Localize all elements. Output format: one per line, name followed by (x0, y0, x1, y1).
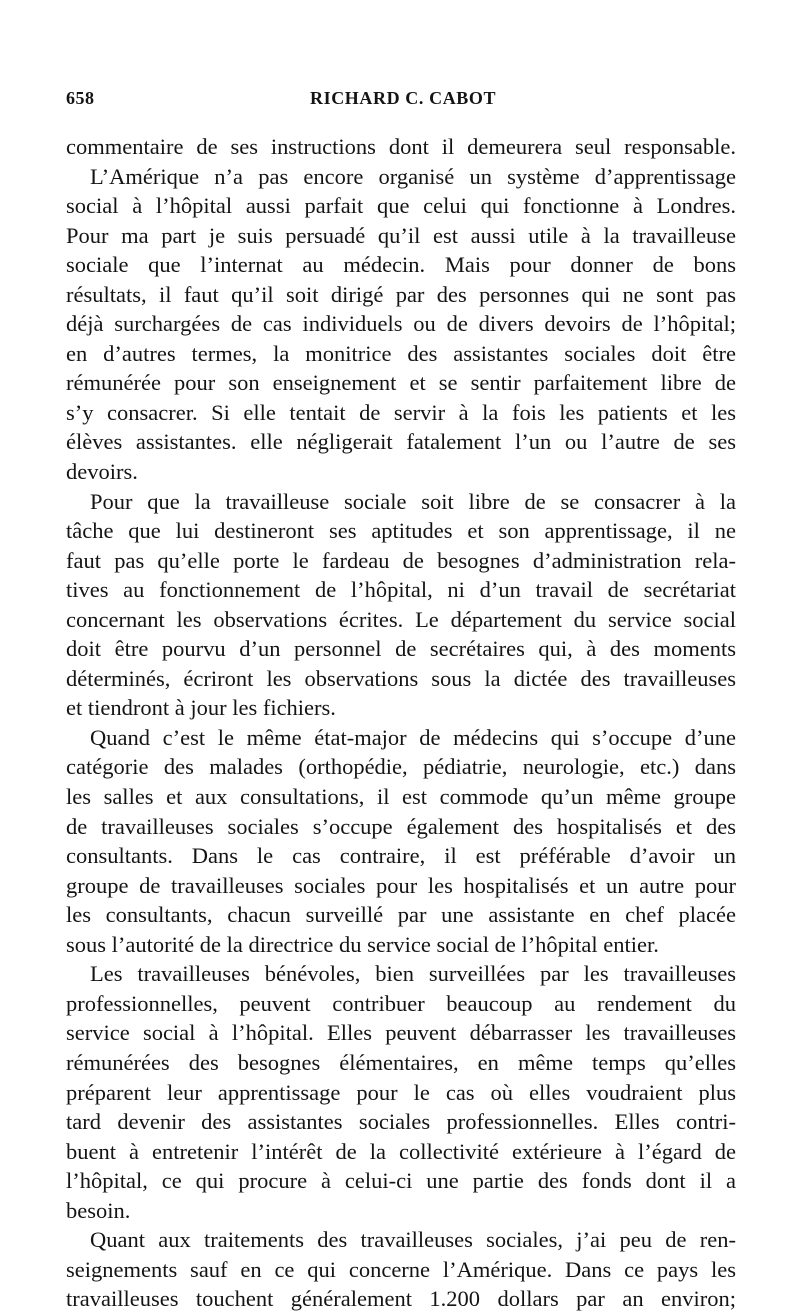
text-line: sociale que l’internat au médecin. Mais pour donner de bons (66, 252, 736, 278)
text-line: les consultants, chacun surveillé par une assistante en chef placée (66, 902, 736, 928)
paragraph (66, 487, 736, 723)
text-line: rémunérée pour son enseignement et se sentir parfaitement libre de (66, 370, 736, 396)
page-number: 658 (66, 88, 95, 108)
text-line: résultats, il faut qu’il soit dirigé par des personnes qui ne sont pas (66, 281, 736, 307)
text-line: travailleuses touchent généralement 1.200 dollars par an environ; (66, 1286, 736, 1312)
text-line: rémunérées des besognes élémentaires, en même temps qu’elles (66, 1049, 736, 1075)
paragraph (66, 162, 736, 487)
text-line: Quand c’est le même état-major de médecins qui s’occupe d’une (90, 724, 736, 750)
text-line: s’y consacrer. Si elle tentait de servir à la fois les patients et les (66, 399, 736, 425)
paragraph (66, 1225, 736, 1314)
text-line: buent à entretenir l’intérêt de la collectivité extérieure à l’égard de (66, 1138, 736, 1164)
text-line: service social à l’hôpital. Elles peuvent débarrasser les travailleuses (66, 1020, 736, 1046)
text-line: de travailleuses sociales s’occupe également des hospitalisés et des (66, 813, 736, 839)
text-line: préparent leur apprentissage pour le cas où elles voudraient plus (66, 1079, 736, 1105)
text-line: Quant aux traitements des travailleuses sociales, j’ai peu de ren- (90, 1227, 736, 1253)
text-line: groupe de travailleuses sociales pour les hospitalisés et un autre pour (66, 872, 736, 898)
text-line: concernant les observations écrites. Le département du service social (66, 606, 736, 632)
text-line: professionnelles, peuvent contribuer beaucoup au rendement du (66, 990, 736, 1016)
text-line: L’Amérique n’a pas encore organisé un système d’apprentissage (90, 163, 736, 189)
text-line: les salles et aux consultations, il est commode qu’un même groupe (66, 784, 736, 810)
text-line: sous l’autorité de la directrice du service social de l’hôpital entier. (66, 931, 659, 957)
text-line: faut pas qu’elle porte le fardeau de besognes d’administration rela- (66, 547, 736, 573)
paragraph (66, 132, 736, 162)
text-line: besoin. (66, 1197, 131, 1223)
text-line: commentaire de ses instructions dont il demeurera seul responsable. (66, 134, 736, 159)
text-line: tâche que lui destineront ses aptitudes et son apprentissage, il ne (66, 518, 736, 544)
text-line: déjà surchargées de cas individuels ou de divers devoirs de l’hôpital; (66, 311, 736, 337)
text-line: élèves assistantes. elle négligerait fatalement l’un ou l’autre de ses (66, 429, 736, 455)
text-line: tard devenir des assistantes sociales professionnelles. Elles contri- (66, 1109, 736, 1135)
text-line: Les travailleuses bénévoles, bien surveillées par les travailleuses (90, 961, 736, 987)
paragraph (66, 959, 736, 1225)
text-line: déterminés, écriront les observations sous la dictée des travailleuses (66, 665, 736, 691)
text-line: l’hôpital, ce qui procure à celui-ci une partie des fonds dont il a (66, 1168, 736, 1194)
text-line: seignements sauf en ce qui concerne l’Amérique. Dans ce pays les (66, 1256, 736, 1282)
text-line: tives au fonctionnement de l’hôpital, ni d’un travail de secrétariat (66, 577, 736, 603)
text-line: Pour ma part je suis persuadé qu’il est aussi utile à la travailleuse (66, 222, 736, 248)
text-line: Pour que la travailleuse sociale soit libre de se consacrer à la (90, 488, 736, 514)
text-line: et tiendront à jour les fichiers. (66, 695, 336, 721)
text-line: doit être pourvu d’un personnel de secrétaires qui, à des moments (66, 636, 736, 662)
text-line: consultants. Dans le cas contraire, il est préférable d’avoir un (66, 843, 736, 869)
text-line: social à l’hôpital aussi parfait que celui qui fonctionne à Londres. (66, 193, 736, 219)
text-line: en d’autres termes, la monitrice des assistantes sociales doit être (66, 340, 736, 366)
page-header (66, 88, 736, 112)
text-line: catégorie des malades (orthopédie, pédiatrie, neurologie, etc.) dans (66, 754, 736, 780)
text-line: devoirs. (66, 459, 138, 485)
body-text (66, 132, 736, 1314)
running-head: RICHARD C. CABOT (310, 88, 497, 108)
paragraph (66, 723, 736, 959)
